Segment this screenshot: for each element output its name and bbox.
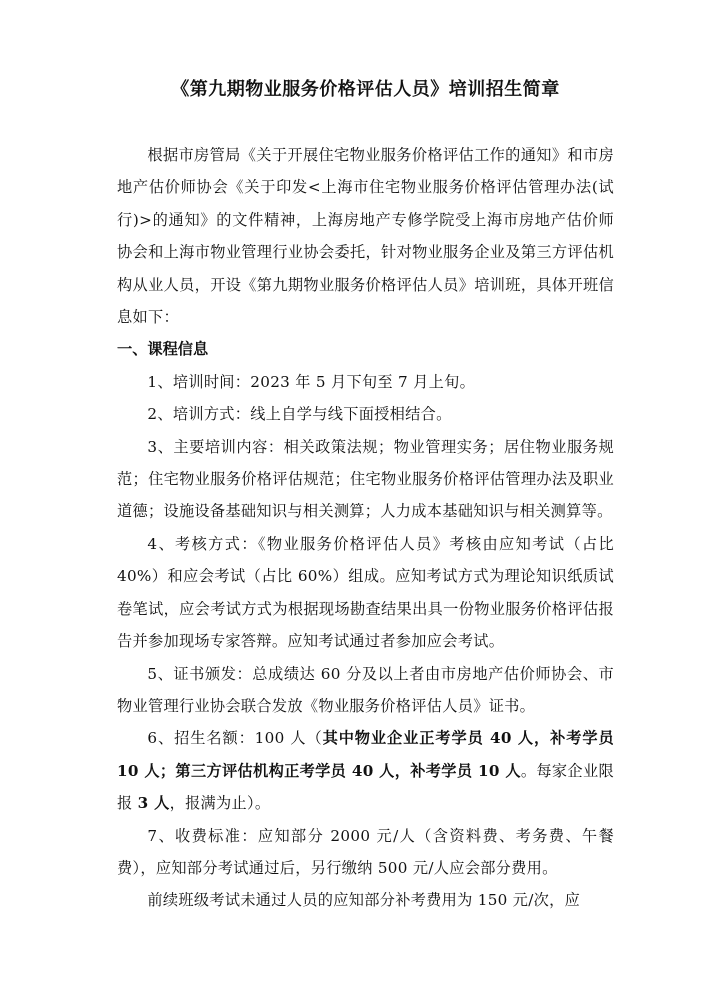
section-heading-course-info: 一、课程信息 — [117, 340, 209, 359]
item-retake-fee: 前续班级考试未通过人员的应知部分补考费用为 150 元/次，应 — [147, 891, 581, 910]
item-enrollment-quota — [117, 722, 614, 819]
item-assessment-method: 4、考核方式：《物业服务价格评估人员》考核由应知考试（占比 40%）和应会考试（占比 60%）组成。应知考试方式为理论知识纸质试卷笔试，应会考试方式为根据现场勘查结果出具一份物业服务价格评估报告并参加现场专家答辩。应知考试通过者参加应会考试。 — [117, 534, 614, 651]
quota-text-bold-a: 其中物业企业正考学员 40 人，补考学员 10 人；第三方评估机构正考学员 40 人，补考学员 10 人 — [117, 729, 614, 780]
quota-text-bold-d: 3 人 — [137, 794, 170, 813]
quota-text-c: 。每家企业限报 — [117, 761, 614, 813]
item-certificate: 5、证书颁发：总成绩达 60 分及以上者由市房地产估价师协会、市物业管理行业协会联合发放《物业服务价格评估人员》证书。 — [117, 664, 614, 715]
quota-text-a: 6、招生名额：100 人（ — [147, 729, 323, 748]
item-training-method: 2、培训方式：线上自学与线下面授相结合。 — [147, 405, 452, 424]
item-fee-standard: 7、收费标准：应知部分 2000 元/人（含资料费、考务费、午餐费），应知部分考试通过后，另行缴纳 500 元/人应会部分费用。 — [117, 826, 614, 877]
intro-paragraph: 根据市房管局《关于开展住宅物业服务价格评估工作的通知》和市房地产估价师协会《关于印发<上海市住宅物业服务价格评估管理办法(试行)>的通知》的文件精神，上海房地产专修学院受上海市房地产估价师协会和上海市物业管理行业协会委托，针对物业服务企业及第三方评估机构从业人员，开设《第九期物业服务价格评估人员》培训班，具体开班信息如下： — [117, 146, 614, 327]
item-training-time: 1、培训时间：2023 年 5 月下旬至 7 月上旬。 — [147, 372, 476, 391]
quota-text-e: ，报满为止）。 — [169, 794, 271, 813]
item-training-content: 3、主要培训内容：相关政策法规；物业管理实务；居住物业服务规范；住宅物业服务价格评估规范；住宅物业服务价格评估管理办法及职业道德；设施设备基础知识与相关测算；人力成本基础知识与相关测算等。 — [117, 437, 614, 521]
document-title: 《第九期物业服务价格评估人员》培训招生简章 — [171, 79, 560, 100]
